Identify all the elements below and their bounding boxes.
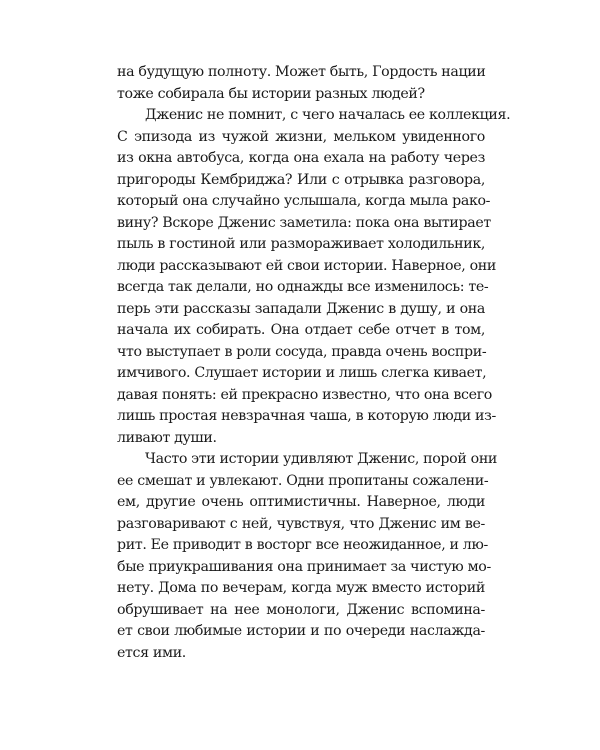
text-line: ем, другие очень оптимистичны. Наверное, люди — [117, 494, 485, 510]
text-line: бые приукрашивания она принимает за чистую мо- — [117, 558, 491, 575]
text-line: ется ими. — [117, 644, 186, 661]
text-line: всегда так делали, но однажды все изменилось: те- — [117, 279, 489, 295]
text-line: из окна автобуса, когда она ехала на работу через — [117, 150, 485, 166]
text-line: вину? Вскоре Дженис заметила: пока она вытирает — [117, 214, 491, 231]
text-line: обрушивает на нее монологи, Дженис вспомина- — [117, 601, 485, 618]
text-line: пыль в гостиной или размораживает холодильник, — [117, 236, 485, 252]
text-line: на будущую полноту. Может быть, Гордость нации — [117, 64, 486, 80]
text-line: С эпизода из чужой жизни, мельком увиденного — [117, 128, 485, 145]
paragraph-3 — [117, 449, 498, 664]
paragraph-2 — [117, 105, 511, 449]
text-line: тоже собирала бы истории разных людей? — [117, 85, 425, 102]
paragraph-1 — [117, 62, 485, 105]
text-line: пригороды Кембриджа? Или с отрывка разговора, — [117, 171, 485, 188]
text-line: перь эти рассказы западали Дженис в душу, и она — [117, 300, 485, 317]
text-line: начала их собирать. Она отдает себе отчет в том, — [117, 322, 485, 338]
text-line: нету. Дома по вечерам, когда муж вместо историй — [117, 580, 485, 596]
text-line: люди рассказывают ей свои истории. Наверное, они — [117, 257, 496, 274]
text-line: ливают души. — [117, 429, 217, 446]
text-line: Дженис не помнит, с чего началась ее коллекция. — [145, 107, 511, 123]
text-line: давая понять: ей прекрасно известно, что она всего — [117, 386, 492, 403]
text-line: ет свои любимые истории и по очереди наслажда- — [117, 623, 485, 639]
text-line: разговаривают с ней, чувствуя, что Дженис им ве- — [117, 515, 485, 532]
text-line: что выступает в роли сосуда, правда очень воспри- — [117, 343, 487, 360]
text-line: лишь простая невзрачная чаша, в которую люди из- — [117, 408, 496, 424]
text-line: имчивого. Слушает истории и лишь слегка кивает, — [117, 365, 487, 381]
body-text — [117, 62, 511, 664]
text-line: рит. Ее приводит в восторг все неожиданное, и лю- — [117, 537, 488, 553]
text-line: ее смешат и увлекают. Одни пропитаны сожалени- — [117, 472, 489, 489]
text-line: который она случайно услышала, когда мыла рако- — [117, 193, 491, 209]
text-line: Часто эти истории удивляют Дженис, порой они — [145, 451, 498, 467]
